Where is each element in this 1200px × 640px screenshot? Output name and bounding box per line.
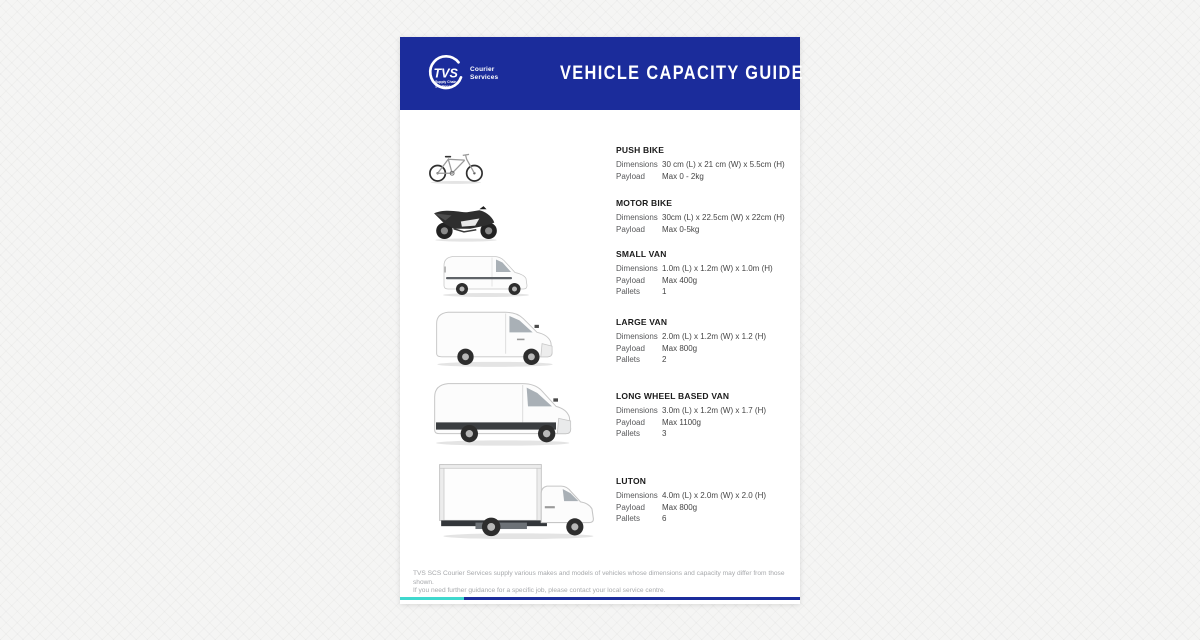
spec-label: Pallets <box>616 514 641 524</box>
luton-image <box>434 456 602 542</box>
spec-payload <box>616 275 792 287</box>
push-bike-specs <box>616 146 792 182</box>
spec-payload <box>616 502 792 514</box>
svg-text:Supply Chain: Supply Chain <box>435 79 457 84</box>
spec-label: Dimensions <box>616 264 658 273</box>
vehicle-name: LUTON <box>616 476 647 486</box>
spec-dimensions <box>616 263 792 275</box>
spec-value: Max 1100g <box>662 417 701 427</box>
motor-bike-specs <box>616 199 792 235</box>
spec-pallets <box>616 513 792 525</box>
spec-value: 30 cm (L) x 21 cm (W) x 5.5cm (H) <box>662 160 785 169</box>
vehicle-name: LARGE VAN <box>616 317 668 327</box>
tvs-logo <box>426 54 504 94</box>
spec-value: 1.0m (L) x 1.2m (W) x 1.0m (H) <box>662 264 773 273</box>
page-title: VEHICLE CAPACITY GUIDE <box>560 62 804 84</box>
disclaimer-line-1: TVS SCS Courier Services supply various makes and models of vehicles whose dimensions and capacity may differ from those shown. <box>413 570 785 586</box>
spec-value: 4.0m (L) x 2.0m (W) x 2.0 (H) <box>662 491 767 500</box>
spec-pallets <box>616 354 792 366</box>
spec-value: Max 0-5kg <box>662 224 700 234</box>
long-wheel-based-van-specs <box>616 392 792 440</box>
large-van-image <box>428 306 562 370</box>
long-wheel-based-van-image <box>428 376 578 450</box>
spec-label: Dimensions <box>616 213 658 222</box>
spec-value: 1 <box>662 287 667 297</box>
spec-pallets <box>616 428 792 440</box>
spec-label: Pallets <box>616 287 641 297</box>
push-bike-image <box>427 146 485 185</box>
large-van-specs <box>616 318 792 366</box>
spec-label: Dimensions <box>616 160 658 169</box>
svg-text:Solutions: Solutions <box>435 83 451 88</box>
spec-dimensions <box>616 331 792 343</box>
small-van-specs <box>616 250 792 298</box>
accent-bar-teal <box>400 597 464 600</box>
spec-payload <box>616 171 792 183</box>
spec-value: Max 400g <box>662 275 698 285</box>
disclaimer-text <box>413 570 791 596</box>
spec-label: Dimensions <box>616 332 658 341</box>
spec-payload <box>616 417 792 429</box>
spec-label: Pallets <box>616 429 641 439</box>
tvs-logo-icon <box>426 54 466 94</box>
spec-value: Max 0 - 2kg <box>662 171 704 181</box>
spec-label: Dimensions <box>616 491 658 500</box>
vehicle-name: PUSH BIKE <box>616 145 665 155</box>
spec-payload <box>616 343 792 355</box>
spec-value: 2.0m (L) x 1.2m (W) x 1.2 (H) <box>662 332 767 341</box>
bottom-accent-bar <box>400 597 800 600</box>
document-page <box>400 37 804 604</box>
spec-label: Payload <box>616 171 645 181</box>
motor-bike-image <box>430 194 502 246</box>
spec-label: Dimensions <box>616 406 658 415</box>
vehicle-name: SMALL VAN <box>616 249 667 259</box>
spec-value: 30cm (L) x 22.5cm (W) x 22cm (H) <box>662 213 785 222</box>
spec-label: Pallets <box>616 355 641 365</box>
spec-value: 2 <box>662 355 667 365</box>
spec-payload <box>616 224 792 236</box>
spec-dimensions <box>616 405 792 417</box>
accent-bar-blue <box>464 597 800 600</box>
luton-specs <box>616 477 792 525</box>
vehicle-name: MOTOR BIKE <box>616 198 673 208</box>
spec-label: Payload <box>616 343 645 353</box>
page-header <box>400 37 804 110</box>
logo-service-text: Courier Services <box>470 66 499 81</box>
spec-dimensions <box>616 490 792 502</box>
svg-text:TVS: TVS <box>433 65 458 80</box>
spec-label: Payload <box>616 275 645 285</box>
small-van-image <box>436 250 536 300</box>
vehicle-name: LONG WHEEL BASED VAN <box>616 391 730 401</box>
spec-dimensions <box>616 159 792 171</box>
spec-value: Max 800g <box>662 502 698 512</box>
spec-value: 3.0m (L) x 1.2m (W) x 1.7 (H) <box>662 406 767 415</box>
spec-dimensions <box>616 212 792 224</box>
spec-label: Payload <box>616 417 645 427</box>
spec-label: Payload <box>616 502 645 512</box>
spec-pallets <box>616 286 792 298</box>
spec-value: 3 <box>662 429 667 439</box>
spec-value: 6 <box>662 514 667 524</box>
spec-label: Payload <box>616 224 645 234</box>
disclaimer-line-2: If you need further guidance for a specific job, please contact your local service centre. <box>413 587 666 595</box>
spec-value: Max 800g <box>662 343 698 353</box>
